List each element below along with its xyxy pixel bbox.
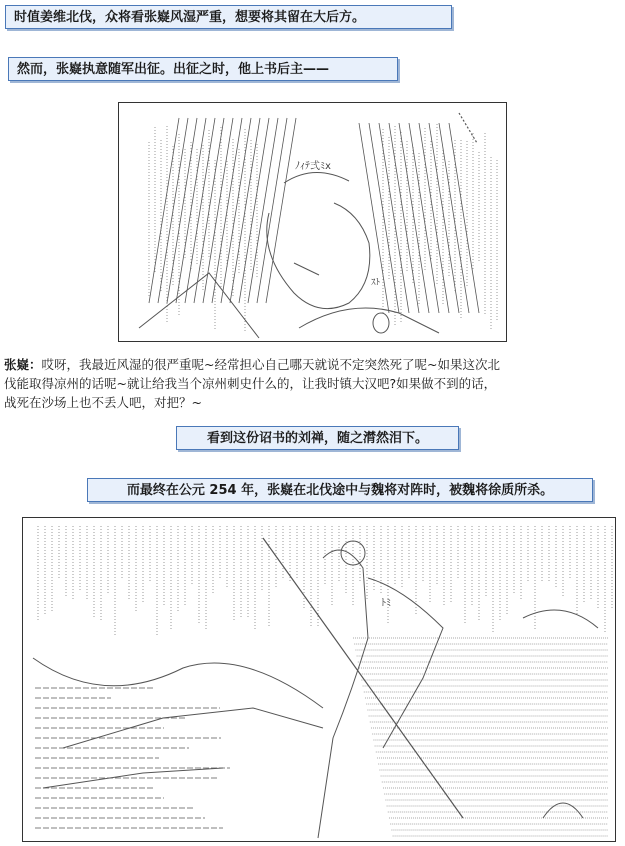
caption-4: 而最终在公元 254 年，张嶷在北伐途中与魏将对阵时，被魏将徐质所杀。 bbox=[87, 478, 593, 502]
art1-hair-right bbox=[409, 123, 439, 313]
art1-hair-left bbox=[257, 118, 287, 303]
art2-arch bbox=[523, 610, 598, 628]
art2-mark-text: ﾄﾐ bbox=[381, 598, 391, 609]
art1-hair-right bbox=[449, 123, 479, 313]
ascii-art-battle bbox=[22, 517, 616, 842]
speaker-name: 张嶷： bbox=[4, 357, 42, 372]
art2-arch-low bbox=[543, 803, 583, 818]
dialogue-line-3: 战死在沙场上也不丢人吧，对把？~ bbox=[4, 395, 202, 410]
art1-robe-right bbox=[299, 308, 439, 333]
ascii-art-panel-2 bbox=[23, 518, 616, 842]
caption-2: 然而，张嶷执意随军出征。出征之时，他上书后主—— bbox=[8, 57, 398, 81]
art1-hair-left bbox=[203, 118, 233, 303]
art1-face-text: ﾉｨﾃ弍ﾐx bbox=[295, 161, 332, 172]
art1-hair-right bbox=[419, 123, 449, 313]
art2-figure-left bbox=[318, 550, 368, 838]
caption-3: 看到这份诏书的刘禅，随之潸然泪下。 bbox=[176, 426, 459, 450]
art1-hair-right bbox=[379, 123, 409, 313]
art1-hair-left bbox=[239, 118, 269, 303]
art1-dotted-mark bbox=[459, 113, 477, 143]
caption-1: 时值姜维北伐，众将看张嶷风湿严重，想要将其留在大后方。 bbox=[5, 5, 452, 29]
ascii-art-zhang-yi bbox=[118, 102, 507, 342]
art1-small-text: ｽﾄ bbox=[371, 278, 381, 288]
art1-ornament bbox=[373, 313, 389, 333]
art1-hair-left bbox=[221, 118, 251, 303]
art2-hill-1 bbox=[33, 658, 323, 708]
dialogue-block bbox=[4, 355, 619, 412]
art1-hair-right bbox=[389, 123, 419, 313]
art1-hair-left bbox=[149, 118, 179, 303]
art1-hair-left bbox=[212, 118, 242, 303]
art1-robe-left bbox=[139, 273, 259, 338]
art1-hair-left bbox=[167, 118, 197, 303]
art2-figure-right bbox=[368, 578, 443, 748]
art1-face-outline bbox=[267, 203, 370, 309]
dialogue-line-1 bbox=[4, 355, 619, 374]
dialogue-line-2: 伐能取得凉州的话呢~就让给我当个凉州刺史什么的，让我时镇大汉吧?如果做不到的话， bbox=[4, 376, 497, 391]
ascii-art-panel-1 bbox=[119, 103, 507, 342]
art1-hair-left bbox=[248, 118, 278, 303]
art1-hair-right bbox=[429, 123, 459, 313]
art1-brow bbox=[284, 172, 349, 183]
art1-hair-right bbox=[399, 123, 429, 313]
art1-mouth bbox=[294, 263, 319, 275]
art1-hair-left bbox=[230, 118, 260, 303]
dialogue-text-1: 哎呀，我最近风湿的很严重呢~经常担心自己哪天就说不定突然死了呢~如果这次北 bbox=[41, 357, 500, 372]
art1-hair-right bbox=[439, 123, 469, 313]
art2-spear bbox=[263, 538, 463, 818]
